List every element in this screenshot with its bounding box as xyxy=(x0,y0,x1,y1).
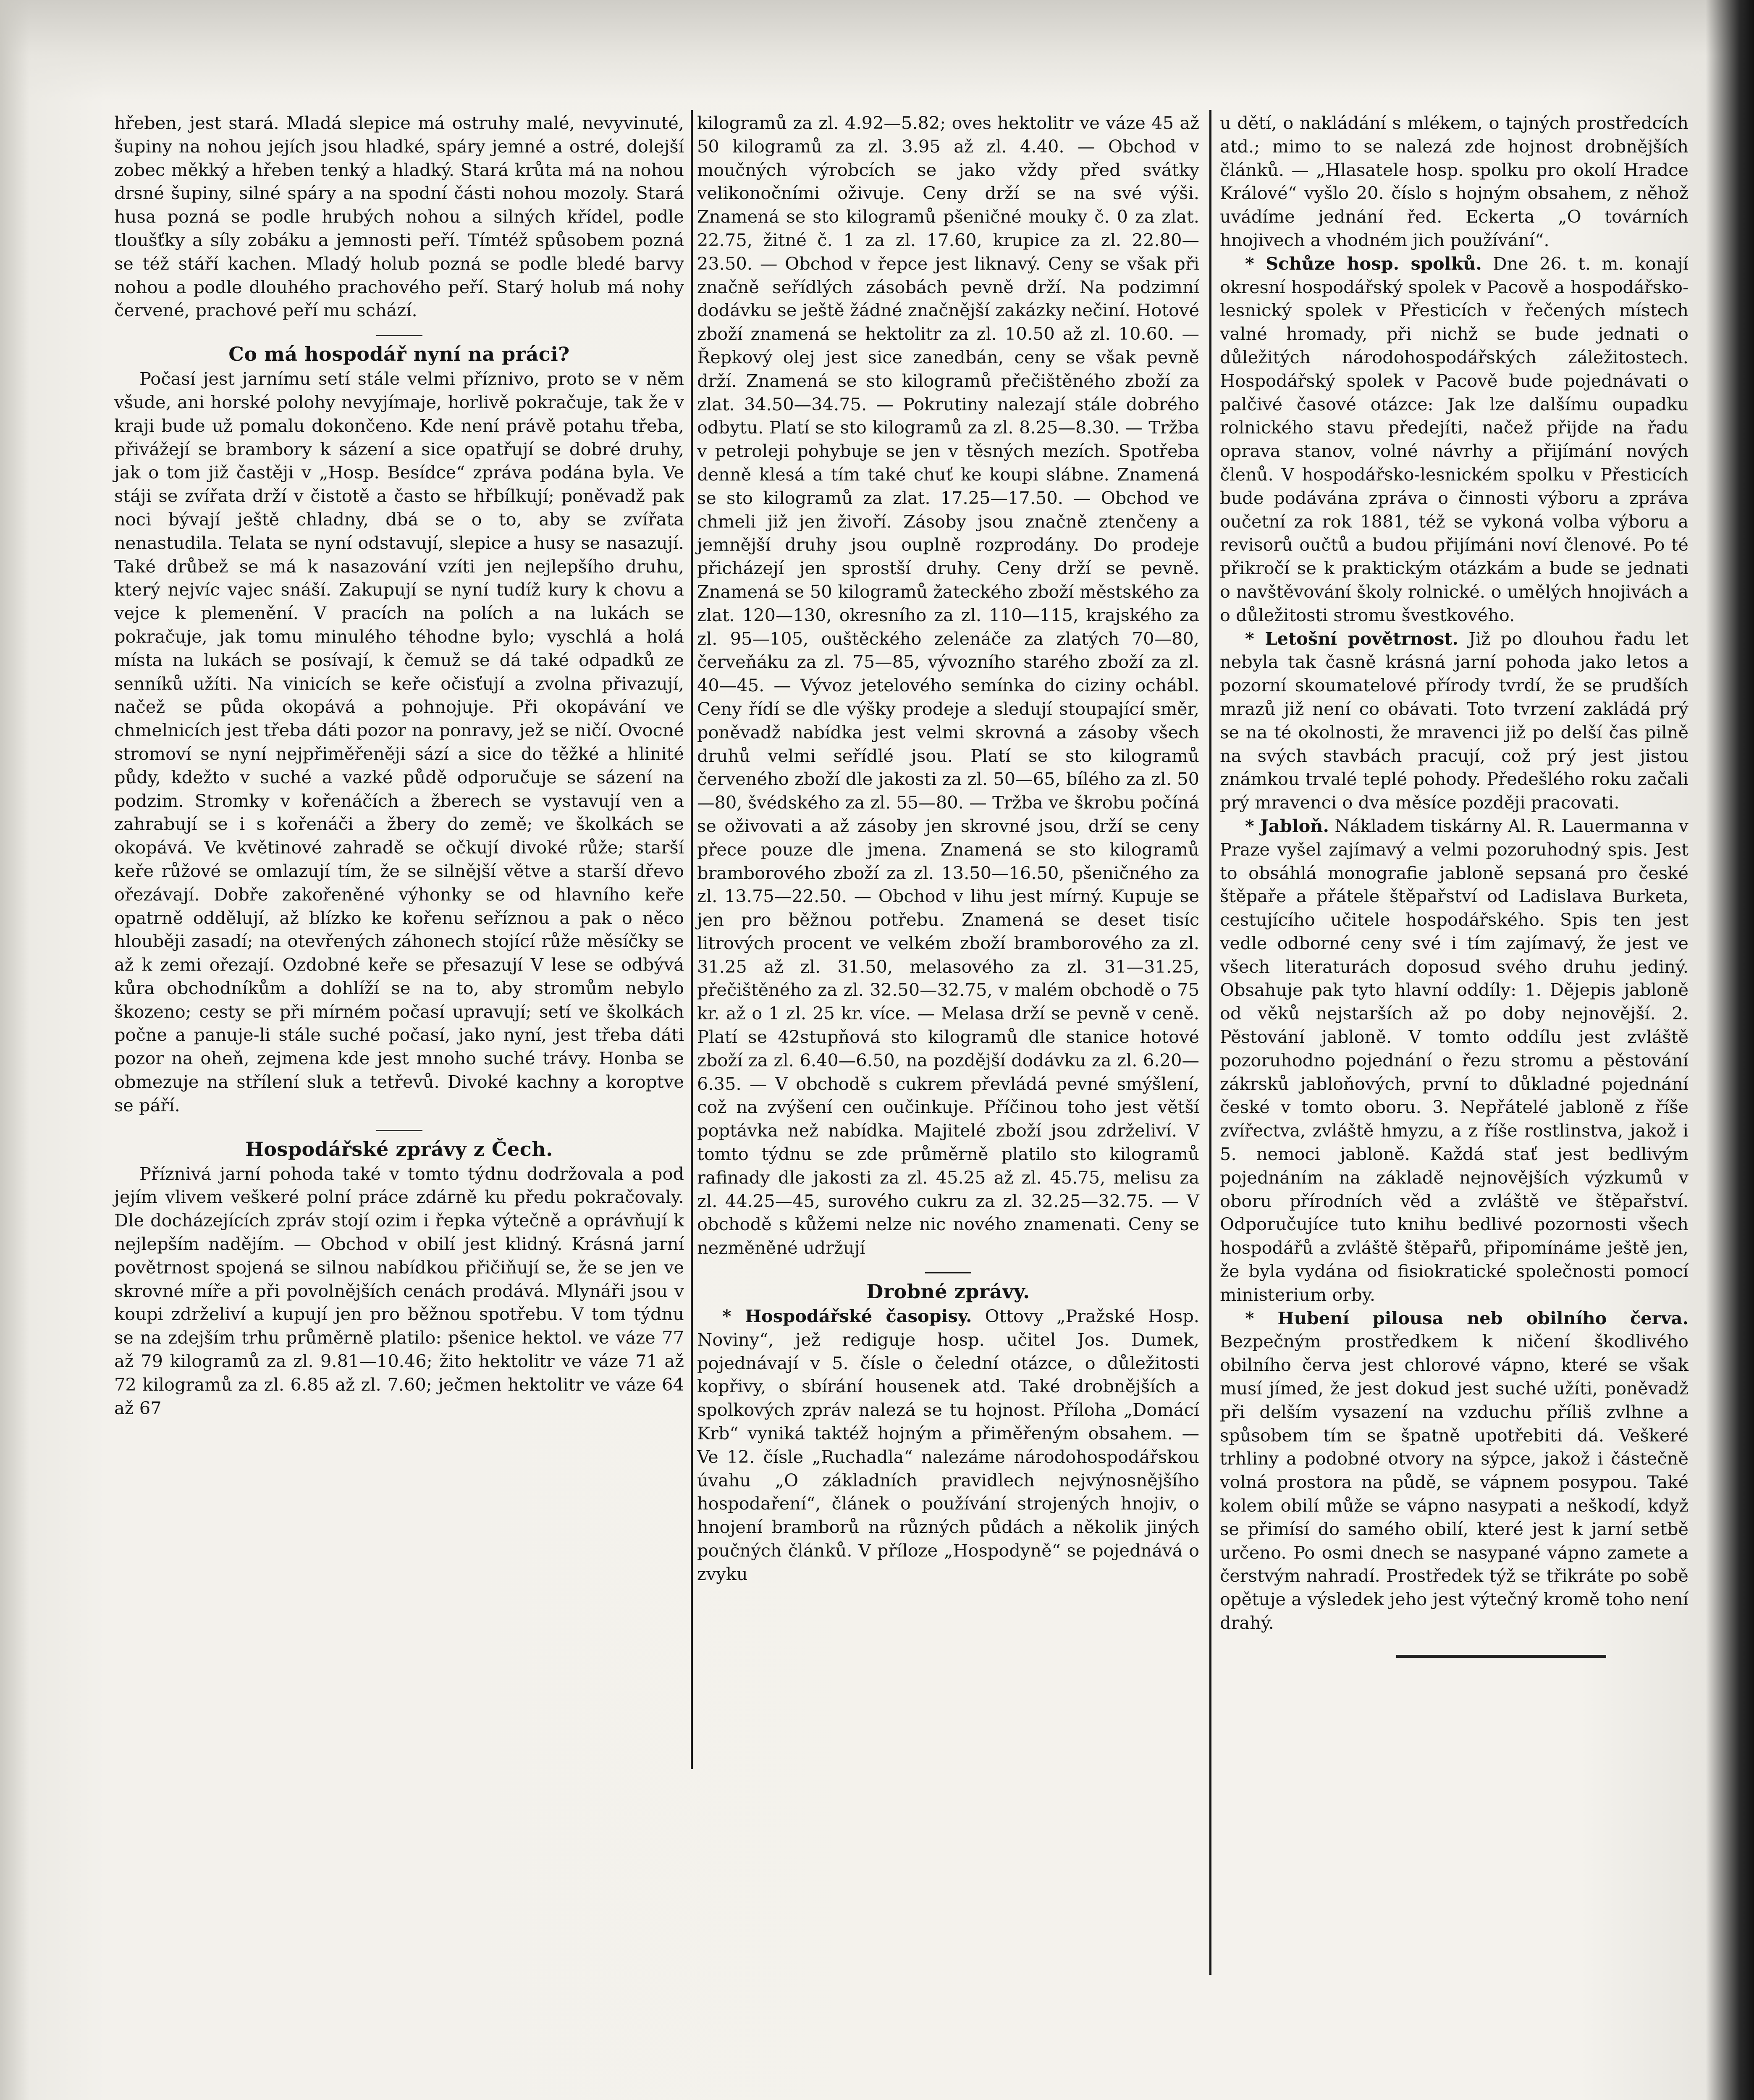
news-item-pilous xyxy=(1220,1307,1688,1635)
section-divider xyxy=(376,335,422,336)
section-divider xyxy=(925,1272,971,1273)
news-item-povetrnost xyxy=(1220,627,1688,814)
column-3 xyxy=(1220,111,1688,1658)
news-item-body: Dne 26. t. m. konají okresní hospodářský spolek v Pacově a hospodářsko-lesnický spolek v Přesticích v řečených místech valné hromady, při nichž se bude jednati o důležitých národohospodářských záležitostech. Hospodářský spolek v Pacově bude pojednávati o palčivé časové otázce: Jak lze dalšímu oupadku rolnického stavu předejíti, načež přijde na řadu oprava stanov, volné návrhy a přijímání nových členů. V hospodářsko-lesnickém spolku v Přesticích bude podávána zpráva o činnosti výboru a zpráva oučetní za rok 1881, též se vykoná volba výboru a revisorů oučtů a budou přijímáni noví členové. Po té přikročí se k praktickým otázkám a bude se jednati o navštěvování školy rolnické. o umělých hnojivách a o důležitosti stromu švestkového. xyxy=(1220,253,1688,625)
scan-top-shadow xyxy=(0,0,1754,101)
scan-left-edge xyxy=(0,0,29,2100)
column-rule-2 xyxy=(1209,110,1211,1975)
news-item-body: Bezpečným prostředkem k ničení škodlivého obilního červa jest chlorové vápno, které se však musí jímed, že jest dokud jest suché užíti, poněvadž při delším vysazení na vzduchu příliš zvlhne a spůsobem tím se špatně upotřebiti dá. Veškeré trhliny a podobné otvory na sýpce, jakož i částečně volná prostora na půdě, se vápnem posypou. Také kolem obilí může se vápno nasypati a neškodí, když se přimísí do samého obilí, které jest k jarní setbě určeno. Po osmi dnech se nasypané vápno zamete a čerstvým nahradí. Prostředek týž se třikráte po sobě opětuje a výsledek jeho jest výtečný kromě toho není drahý. xyxy=(1220,1331,1688,1633)
column1-body2: Příznivá jarní pohoda také v tomto týdnu dodržovala a pod jejím vlivem veškeré polní práce zdárně ku předu pokračovaly. Dle docházejících zpráv stojí ozim i řepka výtečně a oprávňují k nejlepším nadějím. — Obchod v obilí jest klidný. Krásná jarní povětrnost spojená se silnou nabídkou přičiňují se, že se jen ve skrovné míře a při povolnějších cenách prodává. Mlynáři jsou v koupi zdrželiví a kupují jen pro běžnou spotřebu. V tom týdnu se na zdejším trhu průměrně platilo: pšenice hektol. ve váze 77 až 79 kilogramů za zl. 9.81—10.46; žito hektolitr ve váze 71 až 72 kilogramů za zl. 6.85 až zl. 7.60; ječmen hektolitr ve váze 64 až 67 xyxy=(114,1163,684,1418)
column-rule-1 xyxy=(691,110,693,1769)
news-item-lead: * Hospodářské časopisy. xyxy=(722,1306,972,1327)
column1-intro: hřeben, jest stará. Mladá slepice má ostruhy malé, nevyvinuté, šupiny na nohou jejích jsou hladké, spáry jemné a ostré, dolejší zobec měkký a hřeben tenký a hladký. Stará krůta má na nohou drsné šupiny, silné spáry a na spodní části nohou mozoly. Stará husa pozná se podle hrubých nohou a silných křídel, podle tloušťky a síly zobáku a jemnosti peří. Tímtéž spůsobem pozná se též stáří kachen. Mladý holub pozná se podle bledé barvy nohou a podle dlouhého prachového peří. Starý holub má nohy červené, prachové peří mu schází. xyxy=(114,113,684,321)
heading-zpravy-z-cech: Hospodářské zprávy z Čech. xyxy=(245,1137,553,1160)
news-item-lead: * Letošní povětrnost. xyxy=(1245,628,1458,649)
news-item-lead: * Schůze hosp. spolků. xyxy=(1245,253,1482,274)
end-rule xyxy=(1396,1655,1606,1658)
news-item-lead: * Jabloň. xyxy=(1245,815,1329,836)
news-item-body: Nákladem tiskárny Al. R. Lauermanna v Praze vyšel zajímavý a velmi pozoruhodný spis. Jest to obsáhlá monografie jabloně sepsaná pro české štěpaře a přátele štěpařství od Ladislava Burketa, cestujícího učitele hospodářského. Spis ten jest vedle odborné ceny své i tím zajímavý, že jest ve všech literaturách doposud svého druhu jediný. Obsahuje pak tyto hlavní oddíly: 1. Dějepis jabloně od věků nejstarších až po doby nejnovější. 2. Pěstování jabloně. V tomto oddílu jest zvláště pozoruhodno pojednání o řezu stromu a pěstování zákrsků jabloňových, první to důkladné pojednání české v tomto oboru. 3. Nepřátelé jabloně z říše zvířectva, zvláště hmyzu, a z říše rostlinstva, jakož i 5. nemoci jabloně. Každá stať jest bedlivým pojednáním na základě nejnovějších výzkumů v oboru přírodních věd a zvláště ve štěpařství. Odporučujíce tuto knihu bedlivé pozornosti všech hospodářů a zvláště štěpařů, připomínáme ještě jen, že byla vydána od fisiokratické společnosti pomocí ministerium orby. xyxy=(1220,815,1688,1305)
news-item-schuze xyxy=(1220,252,1688,627)
column3-continuation: u dětí, o nakládání s mlékem, o tajných prostředcích atd.; mimo to se nalezá zde hojnost drobnějších článků. — „Hlasatele hosp. spolku pro okolí Hradce Králové“ vyšlo 20. číslo s hojným obsahem, z něhož uvádíme jednání řed. Eckerta „O továrních hnojivech a vhodném jich používání“. xyxy=(1220,113,1688,250)
column1-body1: Počasí jest jarnímu setí stále velmi příznivo, proto se v něm všude, ani horské polohy nevyjímaje, horlivě pokračuje, tak že v kraji bude už pomalu dokončeno. Kde není právě potahu třeba, přivážejí se brambory k sázení a sice opatřují se dobré druhy, jak o tom již častěji v „Hosp. Besídce“ zpráva podána byla. Ve stáji se zvířata drží v čistotě a často se hřbílkují; poněvadž pak noci bývají ještě chladny, dbá se o to, aby se zvířata nenastudila. Telata se nyní odstavují, slepice a husy se nasazují. Také drůbež se má k nasazování vzíti jen nejlepšího druhu, který nejvíc vajec snáší. Zakupují se nyní tudíž kury k chovu a vejce k plemenění. V pracích na polích a na lukách se pokračuje, jak tomu minulého téhodne bylo; vyschlá a holá místa na lukách se posívají, k čemuž se dá také odpadků ze senníků užíti. Na vinicích se keře očisťují a zvolna přivazují, načež se půda okopává a pohnojuje. Při okopávání ve chmelnicích jest třeba dáti pozor na ponravy, jež se ničí. Ovocné stromoví se nyní nejpřiměřeněji sází a sice do těžké a hlinité půdy, kdežto v suché a vazké půdě odporučuje se sázení na podzim. Stromky v kořenáčích a žberech se vystavují ven a zahrabují se i s kořenáči a žbery do země; ve školkách se okopává. Ve květinové zahradě se očkují divoké růže; starší keře růžové se omlazují tím, že se silnější větve a starší dřevo ořezávají. Dobře zakořeněné výhonky se od hlavního keře opatrně oddělují, až blízko ke kořenu seříznou a pak o něco hlouběji zasadí; na otevřených záhonech stojící růže měsíčky se až k zemi ořezají. Ozdobné keře se přesazují V lese se odbývá kůra obchodníkům a dohlíží se na to, aby stromům nebylo škozeno; cesty se při mírném počasí upravují; setí ve školkách počne a panuje-li stále suché počasí, jako nyní, jest třeba dáti pozor na oheň, zejmena kde jest mnoho suché trávy. Honba se obmezuje na střílení sluk a tetřevů. Divoké kachny a koroptve se páří. xyxy=(114,368,684,1116)
news-item-casopisy xyxy=(697,1305,1199,1586)
news-item-body: Ottovy „Pražské Hosp. Noviny“, jež rediguje hosp. učitel Jos. Dumek, pojednávají v 5. čísle o čelední otázce, o důležitosti kopřivy, o sbírání housenek atd. Také drobnějších a spolkových zpráv nalezá se tu hojnost. Příloha „Domácí Krb“ vyniká taktéž hojným a přiměřeným obsahem. — Ve 12. čísle „Ruchadla“ nalezáme národohospodářskou úvahu „O základních pravidlech nejvýnosnějšího hospodaření“, článek o používání strojených hnojiv, o hnojení bramborů na různých půdách a několik jiných poučných článků. V příloze „Hospodyně“ se pojednává o zvyku xyxy=(697,1306,1199,1584)
news-item-lead: * Hubení pilousa neb obilního červa. xyxy=(1245,1307,1688,1328)
column-1 xyxy=(114,111,684,1420)
section-divider xyxy=(376,1130,422,1131)
column2-body1: kilogramů za zl. 4.92—5.82; oves hektolitr ve váze 45 až 50 kilogramů za zl. 3.95 až zl. 4.40. — Obchod v moučných výrobcích se jako vždy před svátky velikonočními oživuje. Ceny drží se na své výši. Znamená se sto kilogramů pšeničné mouky č. 0 za zlat. 22.75, žitné č. 1 za zl. 17.60, krupice za zl. 22.80—23.50. — Obchod v řepce jest liknavý. Ceny se však při značně seřídlých zásobách pevně drží. Na podzimní dodávku se ještě žádné značnější zakázky nečiní. Hotové zboží znamená se hektolitr za zl. 10.50 až zl. 10.60. — Řepkový olej jest sice zanedbán, ceny se však pevně drží. Znamená se sto kilogramů přečištěného zboží za zlat. 34.50—34.75. — Pokrutiny nalezají stále dobrého odbytu. Platí se sto kilogramů za zl. 8.25—8.30. — Tržba v petroleji pohybuje se jen v těsných mezích. Spotřeba denně klesá a tím také chuť ke koupi slábne. Znamená se sto kilogramů za zlat. 17.25—17.50. — Obchod ve chmeli již jen živoří. Zásoby jsou značně ztenčeny a jemnější druhy jsou ouplně rozprodány. Do prodeje přicházejí jen sprostší druhy. Ceny drží se pevně. Znamená se 50 kilogramů žateckého zboží městského za zlat. 120—130, okresního za zl. 110—115, krajského za zl. 95—105, ouštěckého zelenáče za zlatých 70—80, červeňáku za zl. 75—85, vývozního starého zboží za zl. 40—45. — Vývoz jetelového semínka do ciziny ochábl. Ceny řídí se dle výšky prodeje a sledují stoupající směr, poněvadž nabídka jest velmi skrovná a zásoby všech druhů velmi seřídlé jsou. Platí se sto kilogramů červeného zboží dle jakosti za zl. 50—65, bílého za zl. 50—80, švédského za zl. 55—80. — Tržba ve škrobu počíná se oživovati a až zásoby jen skrovné jsou, drží se ceny přece pouze dle jmena. Znamená se sto kilogramů bramborového zboží za zl. 13.50—16.50, pšeničného za zl. 13.75—22.50. — Obchod v lihu jest mírný. Kupuje se jen pro běžnou potřebu. Znamená se deset tisíc litrových procent ve velkém zboží bramborového za zl. 31.25 až zl. 31.50, melasového za zl. 31—31.25, přečištěného za zl. 32.50—32.75, v malém obchodě o 75 kr. až o 1 zl. 25 kr. více. — Melasa drží se pevně v ceně. Platí se 42stupňová sto kilogramů dle stanice hotové zboží za zl. 6.40—6.50, na pozdější dodávku za zl. 6.20—6.35. — V obchodě s cukrem převládá pevné smýšlení, což na zvýšení cen oučinkuje. Příčinou toho jest větší poptávka než nabídka. Majitelé zboží jsou zdrželiví. V tomto týdnu se zde průměrně platilo sto kilogramů rafinady dle jakosti za zl. 45.25 až zl. 45.75, melisu za zl. 44.25—45, surového cukru za zl. 32.25—32.75. — V obchodě s kůžemi nelze nic nového znamenati. Ceny se nezměněné udržují xyxy=(697,113,1199,1258)
column-2 xyxy=(697,111,1199,1586)
heading-drobne-zpravy: Drobné zprávy. xyxy=(866,1280,1030,1303)
news-item-jablon xyxy=(1220,814,1688,1307)
scan-right-edge xyxy=(1706,0,1754,2100)
news-item-body: Již po dlouhou řadu let nebyla tak časně krásná jarní pohoda jako letos a pozorní skoumatelové přírody tvrdí, že se prudších mrazů již není co obávati. Toto tvrzení zakládá prý se na té okolnosti, že mravenci již po delší čas pilně na svých stavbách pracují, což prý jest jistou známkou trvalé teplé pohody. Předešlého roku začali prý mravenci o dva měsíce později pracovati. xyxy=(1220,628,1688,813)
heading-hospodar: Co má hospodář nyní na práci? xyxy=(228,343,570,366)
